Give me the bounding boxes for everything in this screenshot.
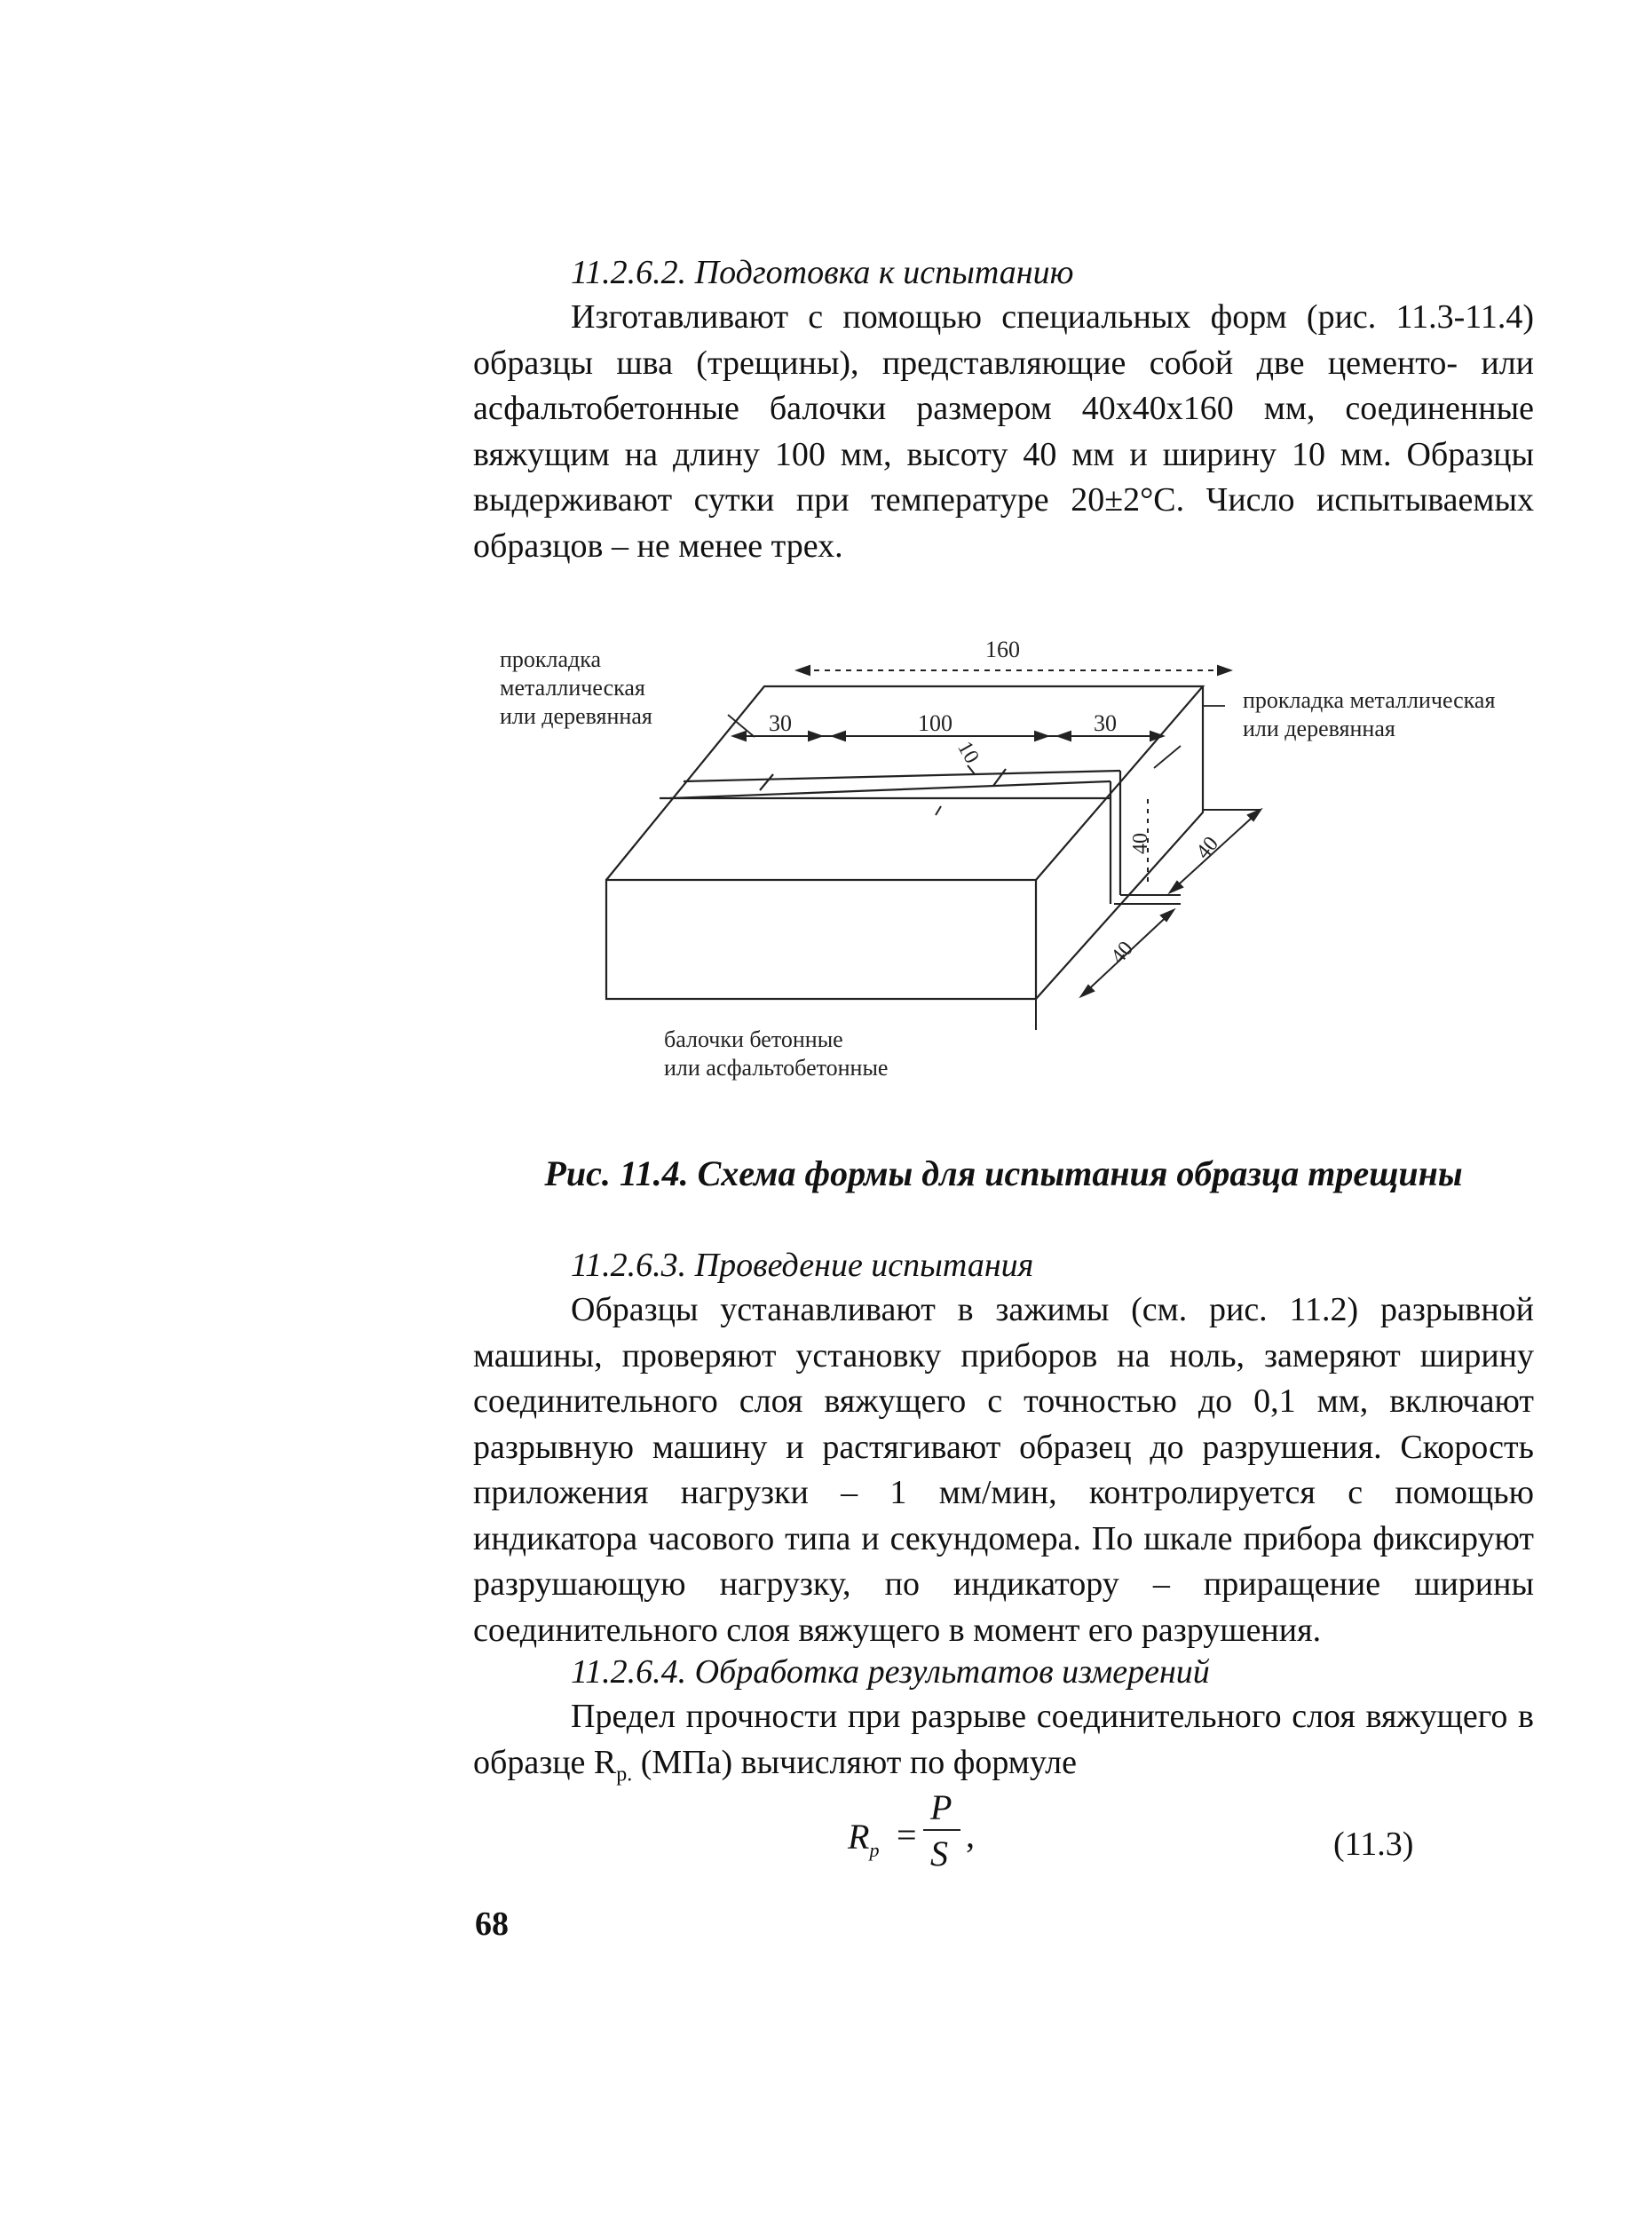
- section-test: [473, 1243, 1534, 1653]
- label-left-spacer: [500, 646, 652, 731]
- section-processing: [473, 1650, 1534, 1798]
- dim-label-30-left: 30: [769, 710, 792, 736]
- page-number: 68: [475, 1905, 509, 1943]
- formula-lhs-symbol: R: [848, 1817, 870, 1857]
- dim-label-100: 100: [918, 710, 952, 736]
- section-heading: 11.2.6.4. Обработка результатов измерений: [571, 1653, 1210, 1691]
- joint-line-4: [993, 769, 1006, 786]
- paragraph-subscript: р.: [616, 1763, 633, 1786]
- dim-label-40-depth-bottom: 40: [1106, 937, 1138, 969]
- joint-line-3: [760, 774, 773, 790]
- section-heading: 11.2.6.3. Проведение испытания: [571, 1247, 1034, 1284]
- formula-lhs: [848, 1816, 879, 1862]
- formula-numerator: P: [930, 1787, 952, 1827]
- beam-front-face: [606, 880, 1036, 999]
- label-left-line: металлическая: [500, 675, 645, 701]
- label-left-line: или деревянная: [500, 703, 652, 729]
- dimension-40-depth-bottom: [1036, 904, 1181, 1030]
- section-paragraph: [473, 1694, 1534, 1798]
- label-bottom-beams: [664, 1026, 888, 1082]
- label-bottom-line: или асфальтобетонные: [664, 1055, 889, 1081]
- label-bottom-line: балочки бетонные: [664, 1026, 843, 1052]
- section-paragraph: Образцы устанавливают в зажимы (см. рис. 11.2) разрывной машины, проверяют установку приборов на ноль, замеряют ширину соединительного слоя вяжущего с точностью до 0,1 мм, включают разрывную машину и растягивают образец до разрушения. Скорость приложения нагрузки – 1 мм/мин, контролируется с помощью индикатора часового типа и секундомера. По шкале прибора фиксируют разрушающую нагрузку, по индикатору – приращение ширины соединительного слоя вяжущего в момент его разрушения.: [473, 1291, 1534, 1649]
- dimension-160: [797, 666, 1230, 675]
- label-right-line: прокладка металлическая: [1243, 687, 1496, 713]
- formula-fraction-bar: [923, 1829, 960, 1831]
- section-heading: 11.2.6.2. Подготовка к испытанию: [571, 254, 1074, 291]
- paragraph-suffix: (МПа) вычисляют по формуле: [632, 1743, 1077, 1781]
- figure-caption: Рис. 11.4. Схема формы для испытания образца трещины: [544, 1153, 1463, 1193]
- equation-number: (11.3): [1333, 1826, 1414, 1863]
- dim-label-160: 160: [985, 637, 1020, 662]
- label-left-line: прокладка: [500, 646, 602, 672]
- joint-line-1: [684, 771, 1120, 781]
- formula-lhs-subscript: р: [869, 1839, 880, 1861]
- paragraph-prefix: Предел прочности при разрыве соединительного слоя вяжущего в образце R: [473, 1698, 1534, 1781]
- dim-label-10: 10: [952, 737, 984, 768]
- label-right-line: или деревянная: [1243, 716, 1395, 741]
- formula-comma: ,: [966, 1815, 975, 1855]
- dim-label-30-right: 30: [1094, 710, 1117, 736]
- dim-label-40-depth-top: 40: [1191, 832, 1223, 864]
- formula-equals: =: [897, 1815, 917, 1855]
- joint-line-2: [670, 781, 1111, 798]
- dim-label-40-height: 40: [1129, 833, 1152, 854]
- section-paragraph: Изготавливают с помощью специальных форм (рис. 11.3-11.4) образцы шва (трещины), представляющие собой две цементо- или асфальтобетонные балочки размером 40х40х160 мм, соединенные вяжущим на длину 100 мм, высоту 40 мм и ширину 10 мм. Образцы выдерживают сутки при температуре 20±2°С. Число испытываемых образцов – не менее трех.: [473, 298, 1534, 565]
- label-right-spacer: [1243, 686, 1495, 743]
- dimension-10: [936, 765, 975, 815]
- formula-denominator: S: [930, 1834, 948, 1874]
